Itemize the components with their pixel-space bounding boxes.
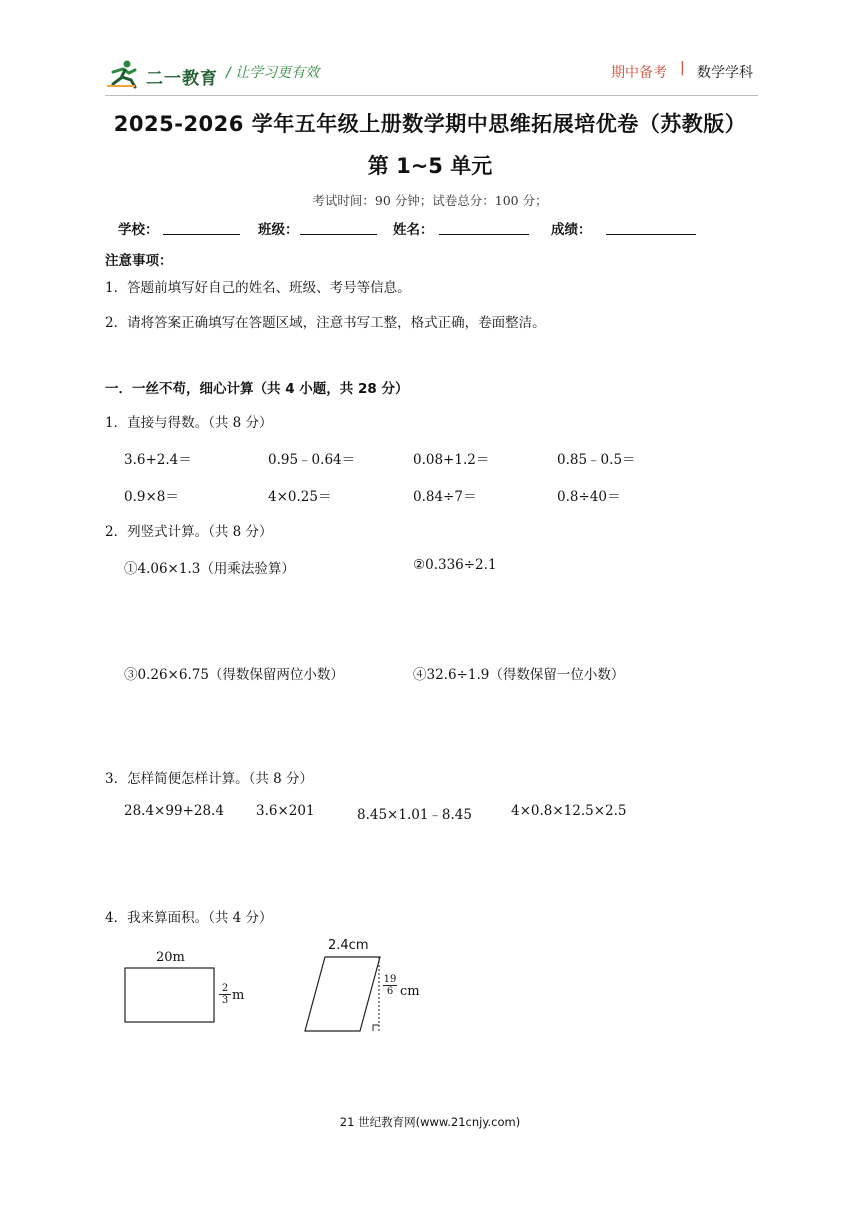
simplify-calc-item: 8.45×1.01﹣8.45 <box>357 807 472 823</box>
simplify-calc-item: 3.6×201 <box>256 803 315 819</box>
class-blank[interactable] <box>300 234 377 235</box>
oral-calc-item: 3.6+2.4＝ <box>124 452 192 468</box>
question-title: 2．列竖式计算。（共 8 分） <box>105 524 273 540</box>
question-title: 3．怎样简便怎样计算。（共 8 分） <box>105 771 314 787</box>
rectangle-height-fraction <box>219 983 231 1006</box>
rectangle-width-label: 20m <box>156 950 185 965</box>
section-heading: 一．一丝不苟，细心计算（共 4 小题，共 28 分） <box>105 381 409 397</box>
oral-calc-item: 0.85﹣0.5＝ <box>557 452 636 468</box>
fraction-numerator: 19 <box>383 974 397 985</box>
name-blank[interactable] <box>439 234 529 235</box>
rectangle-figure <box>122 965 218 1025</box>
page-footer: 21 世纪教育网(www.21cnjy.com) <box>339 1115 521 1129</box>
parallelogram-height-unit: cm <box>400 984 420 999</box>
exam-info: 考试时间：90 分钟；试卷总分：100 分； <box>312 193 548 208</box>
rectangle-height-unit: m <box>232 988 245 1003</box>
header-divider <box>105 95 758 96</box>
vertical-calc-item: ①4.06×1.3（用乘法验算） <box>124 561 295 577</box>
fraction-denominator: 3 <box>219 994 231 1006</box>
question-title: 4．我来算面积。（共 4 分） <box>105 910 273 926</box>
parallelogram-height-fraction <box>383 974 397 997</box>
tag-exam-prep: 期中备考 <box>611 65 667 81</box>
oral-calc-item: 4×0.25＝ <box>268 489 332 505</box>
oral-calc-item: 0.95﹣0.64＝ <box>268 452 356 468</box>
slogan: / 让学习更有效 <box>226 65 320 81</box>
notes-heading: 注意事项： <box>105 253 173 269</box>
page-subtitle: 第 1~5 单元 <box>367 154 493 178</box>
oral-calc-item: 0.8÷40＝ <box>557 489 621 505</box>
simplify-calc-item: 4×0.8×12.5×2.5 <box>511 803 627 819</box>
parallelogram-base-label: 2.4cm <box>328 938 369 953</box>
school-label: 学校： <box>118 222 159 238</box>
fraction-denominator: 6 <box>383 985 397 997</box>
school-blank[interactable] <box>163 234 240 235</box>
vertical-calc-item: ④32.6÷1.9（得数保留一位小数） <box>413 667 625 683</box>
score-label: 成绩： <box>551 222 592 238</box>
tag-subject: 数学学科 <box>697 65 753 81</box>
oral-calc-item: 0.84÷7＝ <box>413 489 477 505</box>
page-title: 2025-2026 学年五年级上册数学期中思维拓展培优卷（苏教版） <box>113 112 747 136</box>
score-blank[interactable] <box>606 234 696 235</box>
class-label: 班级： <box>258 222 299 238</box>
question-title: 1．直接与得数。（共 8 分） <box>105 415 273 431</box>
vertical-calc-item: ②0.336÷2.1 <box>413 557 497 573</box>
oral-calc-item: 0.9×8＝ <box>124 489 179 505</box>
logo-text: 二一教育 <box>146 69 218 89</box>
name-label: 姓名： <box>393 222 434 238</box>
simplify-calc-item: 28.4×99+28.4 <box>124 803 224 819</box>
parallelogram-figure <box>300 952 386 1036</box>
note-item: 1．答题前填写好自己的姓名、班级、考号等信息。 <box>105 280 411 296</box>
note-item: 2．请将答案正确填写在答题区域，注意书写工整，格式正确，卷面整洁。 <box>105 315 546 331</box>
oral-calc-item: 0.08+1.2＝ <box>413 452 490 468</box>
fraction-numerator: 2 <box>221 983 229 994</box>
tag-separator: | <box>680 60 685 76</box>
vertical-calc-item: ③0.26×6.75（得数保留两位小数） <box>124 667 344 683</box>
